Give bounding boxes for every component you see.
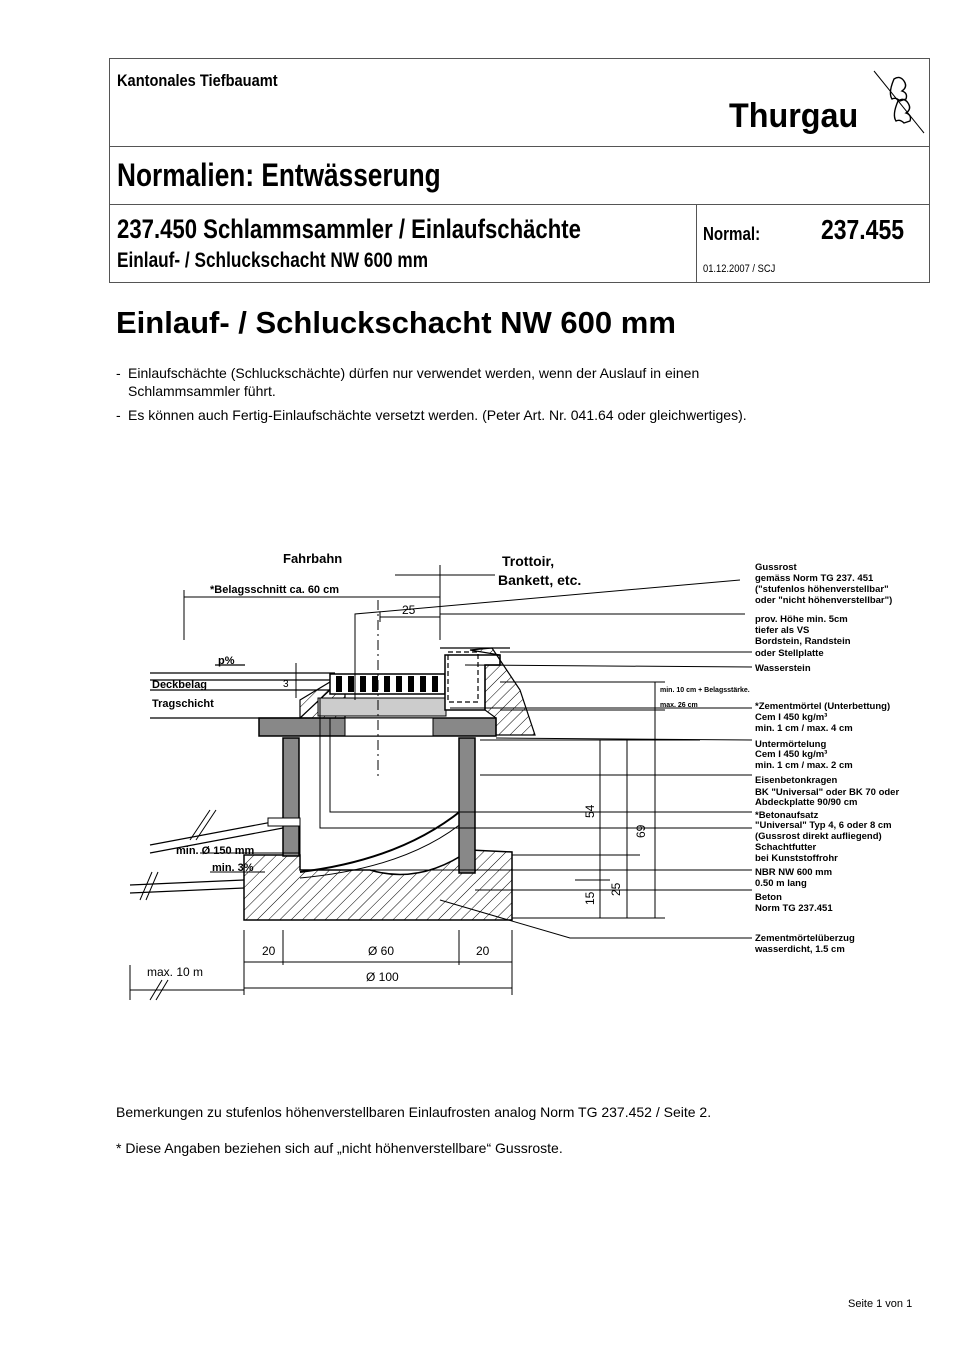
label-dim-60: Ø 60 <box>368 944 395 958</box>
legend-line: Abdeckplatte 90/90 cm <box>755 797 858 808</box>
label-min-150: min. Ø 150 mm <box>176 845 255 857</box>
label-dim-25-top: 25 <box>402 603 416 617</box>
legend-line: Cem I 450 kg/m³ <box>755 749 828 760</box>
shaft-wall-left <box>283 738 299 856</box>
label-max-10m: max. 10 m <box>147 965 204 979</box>
legend-line: ("stufenlos höhenverstellbar" <box>755 584 889 595</box>
page-number: Seite 1 von 1 <box>848 1298 913 1310</box>
legend-line: min. 1 cm / max. 2 cm <box>755 760 853 771</box>
label-dim-20-left: 20 <box>262 944 276 958</box>
label-fahrbahn: Fahrbahn <box>283 551 343 566</box>
legend-line: BK "Universal" oder BK 70 oder <box>755 787 900 798</box>
header-divider-vertical <box>696 204 697 283</box>
section-title: Normalien: Entwässerung <box>117 157 441 193</box>
agency-name: Kantonales Tiefbauamt <box>117 71 278 90</box>
bullet-dash: - <box>116 407 121 423</box>
drawing-legend <box>754 562 899 955</box>
legend-line: bei Kunststoffrohr <box>755 853 838 864</box>
legend-line: tiefer als VS <box>755 625 810 636</box>
bullet-item <box>116 365 936 401</box>
normal-label: Normal: <box>703 224 761 244</box>
legend-line: *Zementmörtel (Unterbettung) <box>755 701 891 712</box>
legend-line: Beton <box>755 892 782 903</box>
footnote-text: * Diese Angaben beziehen sich auf „nicht höhenverstellbare“ Gussroste. <box>116 1140 563 1156</box>
remark-text: Bemerkungen zu stufenlos höhenverstellbaren Einlaufrosten analog Norm TG 237.452 / Seite 2. <box>116 1104 712 1120</box>
bullet-dash: - <box>116 365 121 381</box>
label-dim-15: 15 <box>583 891 597 905</box>
lion-crest-icon <box>872 69 926 135</box>
shaft-wall-right <box>459 738 475 873</box>
label-tragschicht: Tragschicht <box>152 698 214 710</box>
legend-line: (Gussrost direkt aufliegend) <box>755 831 882 842</box>
header-divider <box>110 204 929 205</box>
label-dim-100: Ø 100 <box>366 970 399 984</box>
bullet-line: Es können auch Fertig-Einlaufschächte versetzt werden. (Peter Art. Nr. 041.64 oder gleichwertiges). <box>128 407 747 423</box>
label-min-3pct: min. 3% <box>212 862 254 874</box>
label-trottoir: Trottoir, <box>502 553 555 569</box>
bullet-line: Einlaufschächte (Schluckschächte) dürfen nur verwendet werden, wenn der Auslauf in einen <box>128 365 700 381</box>
logo-text: Thurgau <box>729 97 859 135</box>
bullet-item <box>116 407 936 425</box>
legend-line: oder Stellplatte <box>755 648 824 659</box>
legend-line: Zementmörtelüberzug <box>755 933 855 944</box>
date-author: 01.12.2007 / SCJ <box>703 263 776 275</box>
label-bankett: Bankett, etc. <box>498 572 582 588</box>
legend-line: Bordstein, Randstein <box>755 636 851 647</box>
label-min-10cm: min. 10 cm + Belagsstärke. <box>660 687 750 694</box>
legend-line: Eisenbetonkragen <box>755 775 838 786</box>
label-belagsschnitt: *Belagsschnitt ca. 60 cm <box>210 584 340 596</box>
legend-line: prov. Höhe min. 5cm <box>755 614 848 625</box>
technical-drawing <box>0 540 970 1010</box>
label-dim-69: 69 <box>634 824 648 838</box>
main-title: Einlauf- / Schluckschacht NW 600 mm <box>116 305 676 340</box>
subsection-title: 237.450 Schlammsammler / Einlaufschächte <box>117 214 581 244</box>
label-deckbelag: Deckbelag <box>152 679 208 691</box>
subsection-subtitle: Einlauf- / Schluckschacht NW 600 mm <box>117 249 429 272</box>
legend-line: Norm TG 237.451 <box>755 903 833 914</box>
legend-line: wasserdicht, 1.5 cm <box>755 944 845 955</box>
label-dim-25-side: 25 <box>609 882 623 896</box>
legend-line: oder "nicht höhenverstellbar") <box>755 595 893 606</box>
legend-line: "Universal" Typ 4, 6 oder 8 cm <box>755 820 892 831</box>
normal-number: 237.455 <box>821 214 904 245</box>
label-p-percent: p% <box>218 655 235 667</box>
legend-line: Cem I 450 kg/m³ <box>755 712 828 723</box>
label-dim-54: 54 <box>583 804 597 818</box>
label-max-26cm: max. 26 cm <box>660 702 698 709</box>
legend-line: Untermörtelung <box>755 739 827 750</box>
header-divider <box>110 146 929 147</box>
legend-line: 0.50 m lang <box>755 878 807 889</box>
label-dim-20-right: 20 <box>476 944 490 958</box>
header-box <box>109 58 930 283</box>
thurgau-logo <box>729 97 865 136</box>
legend-line: gemäss Norm TG 237. 451 <box>755 573 874 584</box>
legend-line: Gussrost <box>755 562 797 573</box>
bullet-line: Schlammsammler führt. <box>128 383 276 399</box>
legend-line: Wasserstein <box>755 663 811 674</box>
legend-line: min. 1 cm / max. 4 cm <box>755 723 853 734</box>
legend-line: Schachtfutter <box>755 842 817 853</box>
label-dim-3: 3 <box>283 679 289 690</box>
legend-line: *Betonaufsatz <box>755 810 819 821</box>
legend-line: NBR NW 600 mm <box>755 867 833 878</box>
